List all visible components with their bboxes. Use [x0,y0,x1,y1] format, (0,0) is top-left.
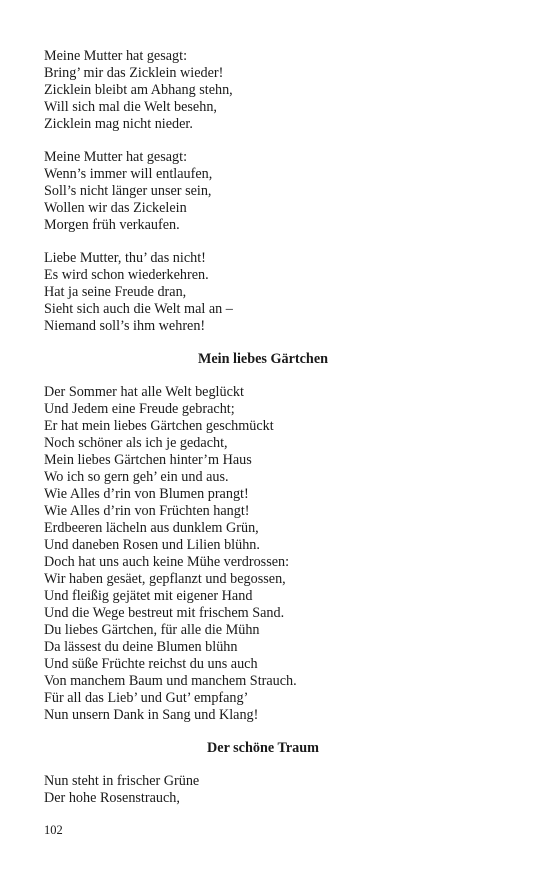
page-number: 102 [44,823,63,837]
poem1-stanza-3 [44,250,514,335]
poem-line: Wie Alles d’rin von Früchten hangt! [44,503,250,519]
poem-line: Nun unsern Dank in Sang und Klang! [44,707,259,723]
poem-line: Will sich mal die Welt besehn, [44,99,217,115]
poem-line: Mein liebes Gärtchen hinter’m Haus [44,452,252,468]
poem-line: Von manchem Baum und manchem Strauch. [44,673,297,689]
poem3-title: Der schöne Traum [207,740,319,756]
poem-line: Wir haben gesäet, gepflanzt und begossen, [44,571,286,587]
poem-line: Und süße Früchte reichst du uns auch [44,656,258,672]
poem-line: Soll’s nicht länger unser sein, [44,183,212,199]
poem-line: Und die Wege bestreut mit frischem Sand. [44,605,285,621]
poem-line: Hat ja seine Freude dran, [44,284,187,300]
poem-line: Wollen wir das Zickelein [44,200,187,216]
poem-line: Liebe Mutter, thu’ das nicht! [44,250,206,266]
poem-line: Nun steht in frischer Grüne [44,773,200,789]
poem-line: Es wird schon wiederkehren. [44,267,209,283]
poem-line: Wenn’s immer will entlaufen, [44,166,213,182]
poem-line: Noch schöner als ich je gedacht, [44,435,228,451]
poem3-body [44,773,514,807]
poem-line: Da lässest du deine Blumen blühn [44,639,238,655]
poem-line: Und Jedem eine Freude gebracht; [44,401,235,417]
poem-line: Doch hat uns auch keine Mühe verdrossen: [44,554,290,570]
poem-line: Meine Mutter hat gesagt: [44,48,188,64]
poem-line: Morgen früh verkaufen. [44,217,180,233]
poem-line: Für all das Lieb’ und Gut’ empfang’ [44,690,249,706]
poem2-body [44,384,514,724]
poem-line: Zicklein bleibt am Abhang stehn, [44,82,233,98]
poem-line: Wie Alles d’rin von Blumen prangt! [44,486,249,502]
poem-line: Und daneben Rosen und Lilien blühn. [44,537,260,553]
poem-line: Er hat mein liebes Gärtchen geschmückt [44,418,274,434]
poem-line: Zicklein mag nicht nieder. [44,116,193,132]
poem2-title: Mein liebes Gärtchen [197,351,329,367]
poem1-stanza-2 [44,149,514,234]
poem-line: Bring’ mir das Zicklein wieder! [44,65,224,81]
poem-line: Der Sommer hat alle Welt beglückt [44,384,244,400]
poem-line: Du liebes Gärtchen, für alle die Mühn [44,622,260,638]
poem1-stanza-1 [44,48,514,133]
poem-line: Erdbeeren lächeln aus dunklem Grün, [44,520,259,536]
poem-line: Meine Mutter hat gesagt: [44,149,188,165]
page-content [44,48,514,823]
poem-line: Der hohe Rosenstrauch, [44,790,180,806]
poem-line: Und fleißig gejätet mit eigener Hand [44,588,253,604]
poem-line: Niemand soll’s ihm wehren! [44,318,206,334]
poem-line: Wo ich so gern geh’ ein und aus. [44,469,229,485]
poem-line: Sieht sich auch die Welt mal an – [44,301,233,317]
